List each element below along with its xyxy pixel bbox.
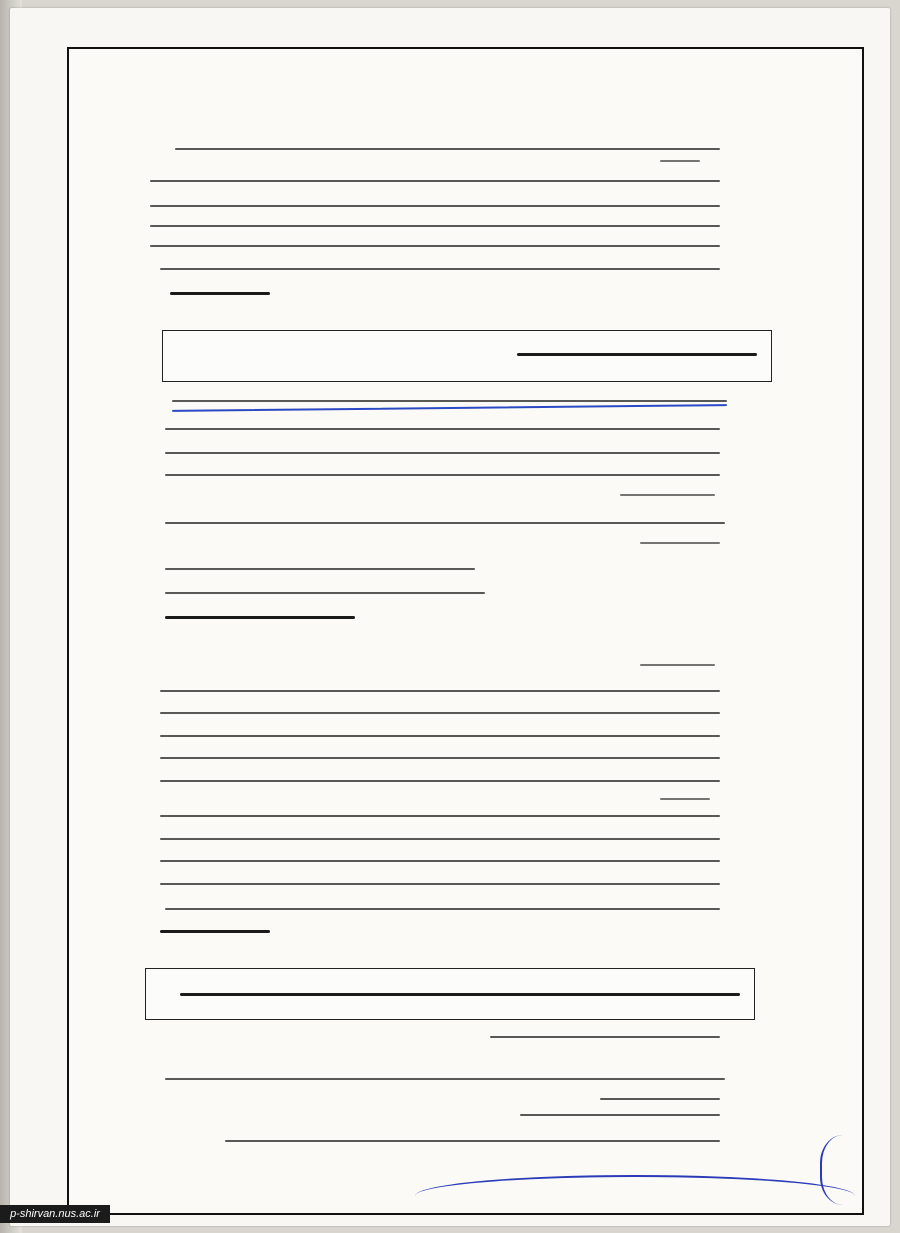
site-watermark: p-shirvan.nus.ac.ir (0, 1205, 110, 1223)
paragraph-1-closing (170, 292, 270, 295)
section-heading-2 (145, 968, 755, 1020)
list-item (520, 1114, 720, 1116)
list-item (225, 1140, 720, 1142)
page-border-frame (67, 47, 864, 1215)
list-item (490, 1036, 720, 1038)
list-item (165, 1078, 725, 1080)
section-heading-1 (162, 330, 772, 382)
list-item (600, 1098, 720, 1100)
paragraph-3-closing (160, 930, 270, 933)
paragraph-2-closing (165, 616, 355, 619)
